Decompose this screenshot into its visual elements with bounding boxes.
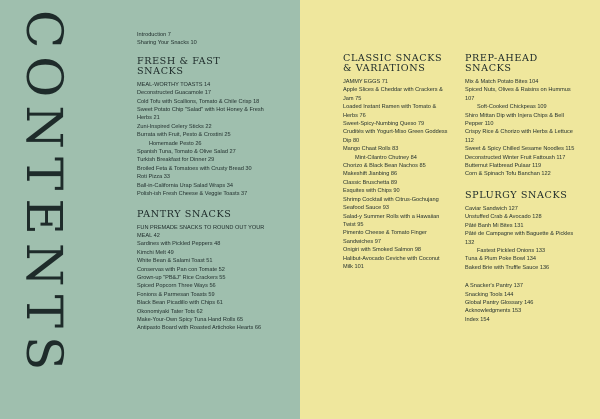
toc-entry[interactable]: Deconstructed Guacamole 17 [137,90,212,97]
toc-entry[interactable]: Fonions & Parmesan Toasts 59 [137,291,215,298]
column-right [465,54,581,324]
toc-entry[interactable]: Roti Pizza 33 [137,174,170,181]
section-title-line: SNACKS [137,65,184,77]
toc-entry[interactable]: Sweet & Spicy Chilled Sesame Noodles 115 [465,146,575,153]
toc-entry[interactable]: Classic Bruschetta 89 [343,179,398,186]
toc-entry[interactable]: Zuni-Inspired Celery Sticks 22 [137,123,212,130]
section-title-line: PANTRY SNACKS [137,208,232,220]
toc-entry[interactable]: Snacking Tools 144 [465,291,514,298]
toc-entry[interactable]: Mix & Match Potato Bites 104 [465,79,539,85]
toc-entry[interactable]: Onigiri with Smoked Salmon 98 [343,247,422,254]
toc-entry[interactable]: Spiced Popcorn Three Ways 56 [137,283,216,290]
column-middle [343,54,449,271]
toc-entry[interactable]: Unstuffed Crab & Avocado 128 [465,214,542,221]
column-left [137,31,277,333]
section-title-line: CLASSIC SNACKS [343,53,443,64]
section-title [137,210,277,220]
toc-entry[interactable]: Apple Slices & Cheddar with Crackers & Jam 75 [343,87,443,102]
toc-entry[interactable]: Pâté de Campagne with Baguette & Pickles 132 [465,231,574,246]
toc-entry[interactable]: FUN PREMADE SNACKS TO ROUND OUT YOUR MEAL 42 [137,224,265,239]
toc-entry[interactable]: Caviar Sandwich 127 [465,205,518,212]
toc-entry[interactable]: Conservas with Pan con Tomate 52 [137,266,225,273]
toc-entry[interactable]: Chorizo & Black Bean Nachos 85 [343,163,426,170]
spacer [465,179,581,183]
spacer [137,199,277,202]
section-title-line: FRESH & FAST [137,55,221,67]
toc-entry[interactable]: Polish-ish Fresh Cheese & Veggie Toasts 37 [137,191,248,198]
toc-entry[interactable]: Sweet Potato Chip "Salad" with Hot Honey & Fresh Herbs 21 [137,107,264,122]
section-title-line: SPLURGY SNACKS [465,189,568,201]
toc-entry[interactable]: Soft-Cooked Chickpeas 109 [477,104,547,111]
toc-entry[interactable]: MEAL-WORTHY TOASTS 14 [137,81,211,88]
toc-entry[interactable]: Grown-up "PB&J" Rice Crackers 55 [137,274,226,281]
toc-entry[interactable]: Mint-Cilantro Chutney 84 [355,154,417,161]
toc-entry[interactable]: Crispy Rice & Chorizo with Herbs & Lettuce 112 [465,129,573,144]
toc-entry[interactable]: A Snacker's Pantry 137 [465,283,523,290]
toc-entry[interactable]: Sardines with Pickled Peppers 48 [137,241,221,248]
toc-entry[interactable]: White Bean & Salami Toast 51 [137,258,213,265]
toc-entry[interactable]: Turkish Breakfast for Dinner 29 [137,157,215,164]
toc-entry[interactable]: Broiled Feta & Tomatoes with Crusty Bread 30 [137,165,252,172]
toc-entry[interactable]: Okonomiyaki Tater Tots 62 [137,308,203,315]
toc-entry[interactable]: Mango Chaat Rolls 83 [343,146,399,153]
toc-entry[interactable]: Ball-in-California Urap Salad Wraps 34 [137,182,233,189]
toc-entry[interactable]: Kimchi Melt 49 [137,249,174,256]
toc-entry[interactable]: Tuna & Plum Poke Bowl 134 [465,256,536,263]
spacer [465,272,581,282]
toc-entry[interactable]: Make-Your-Own Spicy Tuna Hand Rolls 65 [137,316,244,323]
toc-entry[interactable]: Acknowledgments 153 [465,308,522,315]
toc-entry[interactable]: Sweet-Spicy-Numbing Queso 79 [343,121,425,128]
toc-entry[interactable]: Global Pantry Glossary 146 [465,299,534,306]
section-title [137,57,277,77]
toc-entry[interactable]: Fastest Pickled Onions 133 [477,247,546,254]
toc-entry[interactable]: Corn & Spinach Tofu Banchan 122 [465,171,551,178]
toc-entry[interactable]: Butternut Flatbread Pulaar 119 [465,163,542,170]
toc-entry[interactable]: Black Bean Picadillo with Chips 61 [137,300,223,307]
toc-entry[interactable]: Spanish Tuna, Tomato & Olive Salad 27 [137,149,236,156]
section-title [343,54,449,74]
toc-entry[interactable]: Sharing Your Snacks 10 [137,40,197,47]
section-title-line: PREP-AHEAD [465,53,538,64]
toc-entry[interactable]: Burrata with Fruit, Pesto & Crostini 25 [137,132,231,139]
toc-entry[interactable]: JAMMY EGGS 71 [343,79,388,85]
toc-entry[interactable]: Shrimp Cocktail with Citrus-Gochujang Seafood Sauce 93 [343,196,439,212]
section-title-line: SNACKS [465,63,512,74]
toc-entry[interactable]: Antipasto Board with Roasted Artichoke Hearts 66 [137,325,262,332]
section-title-line: & VARIATIONS [343,63,426,74]
toc-entry[interactable]: Salad-y Summer Rolls with a Hawaiian Twist 95 [343,213,440,228]
toc-entry[interactable]: Baked Brie with Truffle Sauce 136 [465,264,550,271]
toc-entry[interactable]: Pimento Cheese & Tomato Finger Sandwiches 97 [343,230,427,245]
toc-entry[interactable]: Spiced Nuts, Olives & Raisins on Hummus 107 [465,87,571,102]
toc-entry[interactable]: Loaded Instant Ramen with Tomato & Herbs 76 [343,104,437,119]
toc-entry[interactable]: Esquites with Chips 90 [343,188,400,195]
toc-entry[interactable]: Cold Tofu with Scallions, Tomato & Chile Crisp 18 [137,98,260,105]
toc-entry[interactable]: Crudités with Yogurt-Miso Green Goddess Dip 80 [343,129,448,144]
toc-entry[interactable]: Homemade Pesto 26 [149,140,202,147]
toc-entry[interactable]: Makeshift Jianbing 86 [343,171,398,178]
toc-entry[interactable]: Shiro Mittan Dip with Injera Chips & Bell Pepper 110 [465,112,564,128]
section-title [465,191,581,201]
contents-title: CONTENTS [15,10,73,379]
toc-entry[interactable]: Halibut-Avocado Ceviche with Coconut Milk 101 [343,255,440,270]
toc-entry[interactable]: Deconstructed Winter Fruit Fattoush 117 [465,154,566,161]
toc-entry[interactable]: Index 154 [465,316,490,323]
toc-entry[interactable]: Pâté Banh Mi Bites 131 [465,222,524,229]
section-title [465,54,581,74]
toc-entry[interactable]: Introduction 7 [137,32,171,38]
